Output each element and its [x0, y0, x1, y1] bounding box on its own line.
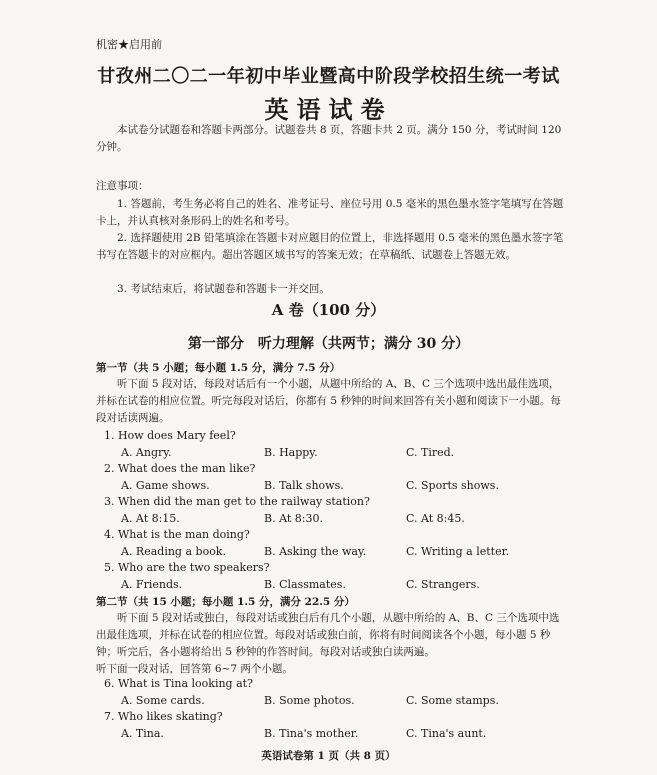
option-3a: A. At 8:15.: [121, 512, 180, 525]
question-2: 2. What does the man like?: [104, 462, 256, 475]
intro-text: 本试卷分试题卷和答题卡两部分。试题卷共 8 页，答题卡共 2 页。满分 150 分，考试时间 120 分钟。: [96, 124, 562, 153]
option-4c: C. Writing a letter.: [406, 545, 510, 558]
section1-head: 第一节（共 5 小题；每小题 1.5 分，满分 7.5 分）: [96, 362, 341, 374]
option-2c: C. Sports shows.: [406, 479, 499, 492]
option-5b: B. Classmates.: [264, 578, 346, 591]
part-one-title: 第一部分 听力理解（共两节；满分 30 分）: [187, 336, 470, 352]
question-7: 7. Who likes skating?: [104, 710, 223, 723]
option-5a: A. Friends.: [121, 578, 183, 591]
note-item-1: 1. 答题前，考生务必将自己的姓名、准考证号、座位号用 0.5 毫米的黑色墨水签字笔填写在答题卡上，并认真核对条形码上的姓名和考号。: [96, 198, 564, 227]
question-1: 1. How does Mary feel?: [104, 429, 236, 442]
option-4a: A. Reading a book.: [121, 545, 226, 558]
subject-title: 英语试卷: [264, 95, 393, 124]
option-3c: C. At 8:45.: [406, 512, 465, 525]
option-2a: A. Game shows.: [121, 479, 210, 492]
section2-sub-instruction: 听下面一段对话，回答第 6~7 两个小题。: [96, 663, 293, 675]
option-1c: C. Tired.: [406, 446, 455, 459]
option-6c: C. Some stamps.: [406, 694, 499, 707]
question-6: 6. What is Tina looking at?: [104, 677, 253, 690]
section1-instructions: 听下面 5 段对话，每段对话后有一个小题，从题中所给的 A、B、C 三个选项中选出最佳选项，并标在试卷的相应位置。听完每段对话后，你都有 5 秒钟的时间来回答有关小题和阅读下一小题。每段对话读两遍。: [96, 378, 561, 424]
section2-head: 第二节（共 15 小题；每小题 1.5 分，满分 22.5 分）: [96, 596, 355, 608]
section-a-title: A 卷（100 分）: [271, 301, 386, 319]
option-7c: C. Tina's aunt.: [406, 727, 487, 740]
option-7b: B. Tina's mother.: [264, 727, 359, 740]
question-3: 3. When did the man get to the railway station?: [104, 495, 370, 508]
option-1b: B. Happy.: [264, 446, 318, 459]
page-footer: 英语试卷第 1 页（共 8 页）: [261, 750, 396, 762]
note-item-3: 3. 考试结束后，将试题卷和答题卡一并交回。: [117, 283, 330, 295]
option-5c: C. Strangers.: [406, 578, 480, 591]
notes-title: 注意事项：: [96, 180, 149, 192]
option-6a: A. Some cards.: [121, 694, 205, 707]
option-1a: A. Angry.: [121, 446, 172, 459]
option-6b: B. Some photos.: [264, 694, 355, 707]
section2-instructions: 听下面 5 段对话或独白，每段对话或独白后有几个小题，从题中所给的 A、B、C 三个选项中选出最佳选项，并标在试卷的相应位置。每段对话或独白前，你将有时间阅读各个小题，每小题 5 秒钟；听完后，各小题将给出 5 秒钟的作答时间。每段对话或独白读两遍。: [96, 612, 560, 658]
note-item-2: 2. 选择题使用 2B 铅笔填涂在答题卡对应题目的位置上，非选择题用 0.5 毫米的黑色墨水签字笔书写在答题卡的对应框内。超出答题区域书写的答案无效；在草稿纸、试题卷上答题无效。: [96, 232, 564, 261]
question-5: 5. Who are the two speakers?: [104, 561, 270, 574]
confidential-label: 机密★启用前: [96, 38, 162, 51]
exam-title: 甘孜州二〇二一年初中毕业暨高中阶段学校招生统一考试: [97, 66, 560, 87]
question-4: 4. What is the man doing?: [104, 528, 250, 541]
option-7a: A. Tina.: [121, 727, 164, 740]
option-4b: B. Asking the way.: [264, 545, 367, 558]
option-2b: B. Talk shows.: [264, 479, 344, 492]
option-3b: B. At 8:30.: [264, 512, 323, 525]
